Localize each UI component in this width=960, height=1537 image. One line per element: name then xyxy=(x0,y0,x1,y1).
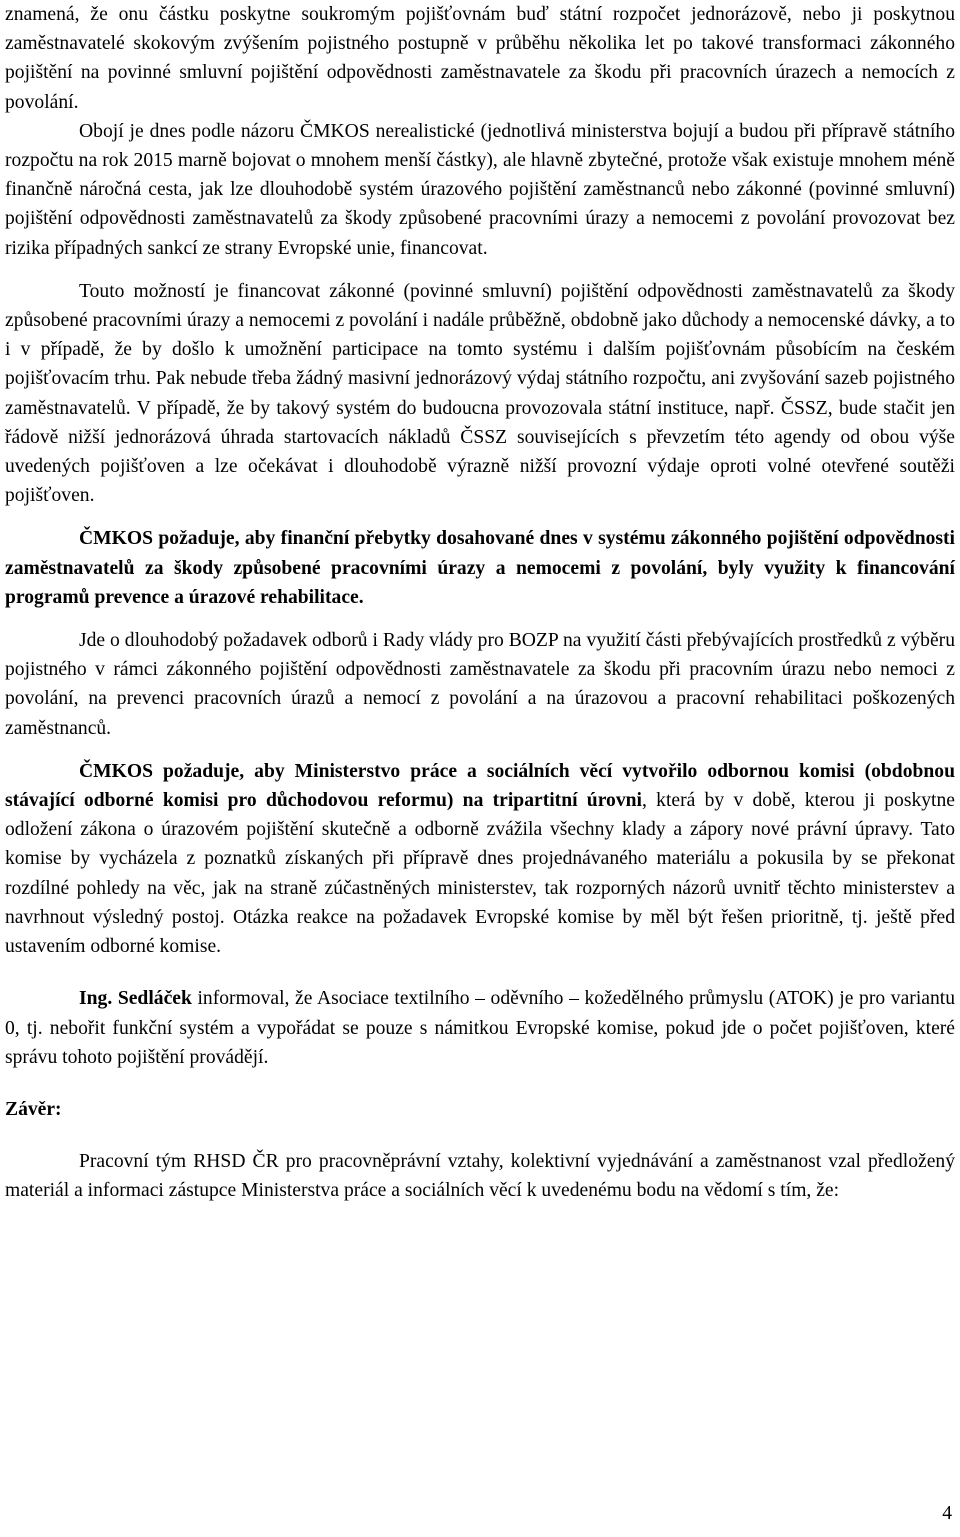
demand-commission-rest: , která by v době, kterou ji poskytne odložení zákona o úrazovém pojištění skutečně a odborně zvážila všechny klady a zápory nové právní úpravy. Tato komise by vycházela z poznatků získaných při přípravě dnes projednávaného materiálu a pokusila by se překonat rozdílné pohledy na věc, jak na straně zúčastněných ministerstev, tak rozporných názorů uvnitř těchto ministerstev a navrhnout výsledný postoj. Otázka reakce na požadavek Evropské komise by měl být řešen prioritně, tj. ještě před ustavením odborné komise. xyxy=(5,790,955,958)
sedlacek-text: informoval, že Asociace textilního – oděvního – kožedělného průmyslu (ATOK) je pro variantu 0, tj. nebořit funkční systém a vypořádat se pouze s námitkou Evropské komise, pokud jde o počet pojišťoven, které správu tohoto pojištění provádějí. xyxy=(5,988,955,1068)
spacer xyxy=(5,510,955,524)
spacer xyxy=(5,961,955,984)
spacer xyxy=(5,612,955,626)
paragraph-final: Pracovní tým RHSD ČR pro pracovněprávní vztahy, kolektivní vyjednávání a zaměstnanost vzal předložený materiál a informaci zástupce Ministerstva práce a sociálních věcí k uvedenému bodu na vědomí s tím, že: xyxy=(5,1151,955,1202)
paragraph-demand-commission xyxy=(5,757,955,961)
document-page xyxy=(5,0,955,1206)
spacer xyxy=(5,1124,955,1147)
paragraph-jde: Jde o dlouhodobý požadavek odborů i Rady vlády pro BOZP na využití části přebývajících prostředků z výběru pojistného v rámci zákonného pojištění odpovědnosti zaměstnavatele za škodu při pracovním úrazu nebo nemoci z povolání, na prevenci pracovních úrazů a nemocí z povolání a na úrazovou a pracovní rehabilitaci poškozených zaměstnanců. xyxy=(5,630,955,739)
page-number: 4 xyxy=(942,1503,952,1524)
demand-commission-bold: ČMKOS požaduje, aby Ministerstvo práce a sociálních věcí vytvořilo odbornou komisi (obdobnou stávající odborné komisi pro důchodovou reformu) na tripartitní úrovni xyxy=(5,760,955,812)
paragraph-touto: Touto možností je financovat zákonné (povinné smluvní) pojištění odpovědnosti zaměstnavatelů za škody způsobené pracovními úrazy a nemocemi z povolání i nadále průběžně, obdobně jako důchody a nemocenské dávky, a to i v případě, že by došlo k umožnění participace na tomto systému i dalším pojišťovnám působícím na českém pojišťovacím trhu. Pak nebude třeba žádný masivní jednorázový výdaj státního rozpočtu, ani zvyšování sazeb pojistného zaměstnavatelů. V případě, že by takový systém do budoucna provozovala státní instituce, např. ČSSZ, bude stačit jen řádově nižší jednorázová úhrada startovacích nákladů ČSSZ souvisejících s převzetím této agendy od obou výše uvedených pojišťoven a lze očekávat i dlouhodobě výrazně nižší provozní výdaje oproti volné otevřené soutěži pojišťoven. xyxy=(5,280,955,507)
paragraph-demand-prevention: ČMKOS požaduje, aby finanční přebytky dosahované dnes v systému zákonného pojištění odpovědnosti zaměstnavatelů za škody způsobené pracovními úrazy a nemocemi z povolání, byly využity k financování programů prevence a úrazové rehabilitace. xyxy=(5,528,955,608)
paragraph-oboji: Obojí je dnes podle názoru ČMKOS nerealistické (jednotlivá ministerstva bojují a budou při přípravě státního rozpočtu na rok 2015 marně bojovat o mnohem menší částky), ale hlavně zbytečné, protože však existuje mnohem méně finančně náročná cesta, jak lze dlouhodobě systém úrazového pojištění zaměstnanců nebo zákonné (povinné smluvní) pojištění odpovědnosti zaměstnavatelů za škody způsobené pracovními úrazy a nemocemi z povolání provozovat bez rizika případných sankcí ze strany Evropské unie, financovat. xyxy=(5,120,955,259)
spacer xyxy=(5,743,955,757)
paragraph-intro: znamená, že onu částku poskytne soukromým pojišťovnám buď státní rozpočet jednorázově, nebo ji poskytnou zaměstnavatelé skokovým zvýšením pojistného postupně v průběhu několika let po takové transformaci zákonného pojištění na povinné smluvní pojištění odpovědnosti zaměstnavatele za škodu při pracovních úrazech a nemocích z povolání. xyxy=(5,4,955,113)
paragraph-sedlacek xyxy=(5,984,955,1072)
spacer xyxy=(5,1072,955,1095)
heading-zaver: Závěr: xyxy=(5,1098,62,1120)
speaker-name: Ing. Sedláček xyxy=(79,988,192,1010)
spacer xyxy=(5,263,955,277)
